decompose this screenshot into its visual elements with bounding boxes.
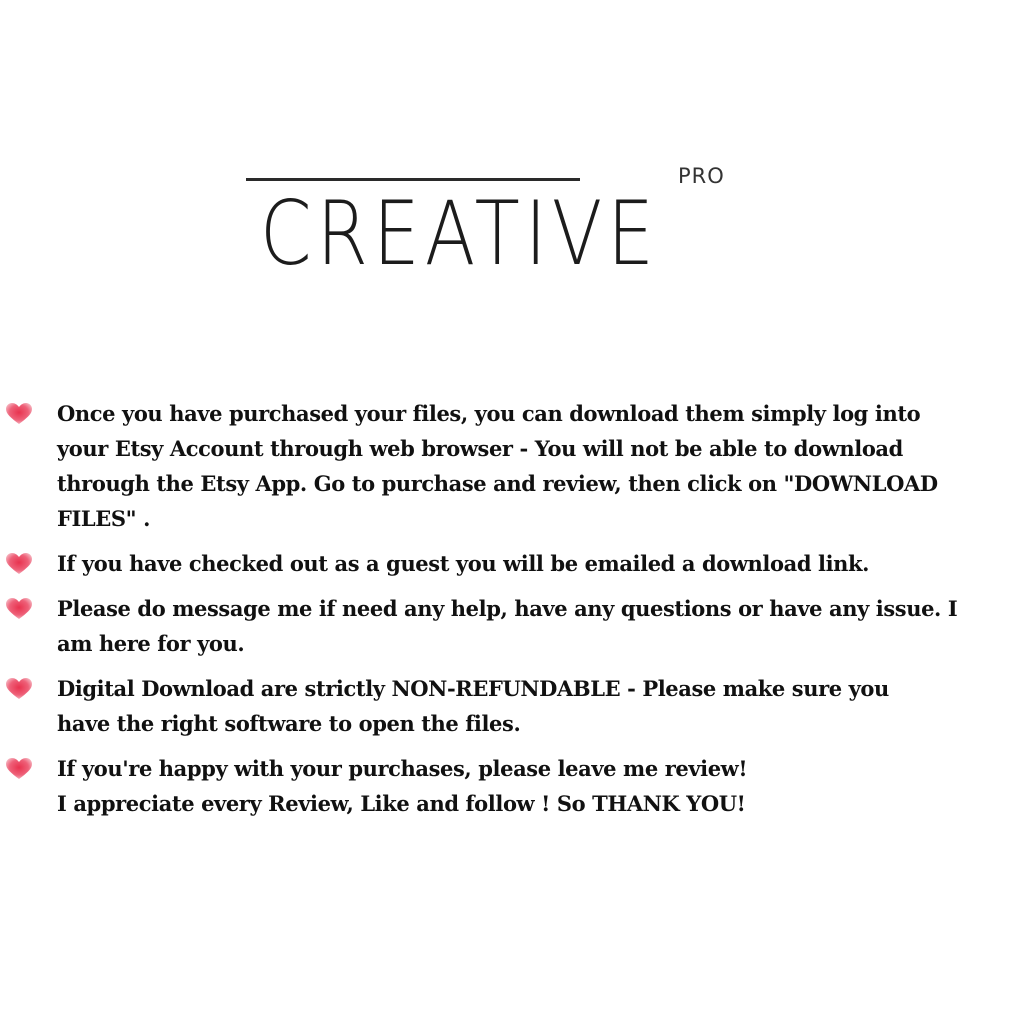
logo-wordmark: CREATIVE [260,182,660,285]
heart-icon [5,757,33,781]
instructions-list [0,396,1024,831]
note-line: FILES" . [57,506,151,531]
note-line: Please do message me if need any help, have any questions or have any issue. I [57,596,958,621]
note-line: through the Etsy App. Go to purchase and review, then click on "DOWNLOAD [57,471,938,496]
heart-icon [5,552,33,576]
note-line: If you're happy with your purchases, please leave me review! [57,756,748,781]
heart-icon [5,402,33,426]
heart-icon [5,677,33,701]
note-line: I appreciate every Review, Like and follow ! So THANK YOU! [57,791,746,816]
note-line: Digital Download are strictly NON-REFUNDABLE - Please make sure you [57,676,889,701]
logo-rule [246,178,580,181]
creative-pro-logo [240,160,740,290]
list-item [0,591,1024,661]
note-line: have the right software to open the files. [57,711,521,736]
list-item [0,396,1024,536]
list-item [0,751,1024,821]
note-line: am here for you. [57,631,245,656]
note-line: your Etsy Account through web browser - You will not be able to download [57,436,903,461]
list-item [0,671,1024,741]
logo-pro-badge: PRO [678,164,725,188]
note-line: If you have checked out as a guest you will be emailed a download link. [57,551,870,576]
heart-icon [5,597,33,621]
list-item [0,546,1024,581]
note-line: Once you have purchased your files, you can download them simply log into [57,401,921,426]
